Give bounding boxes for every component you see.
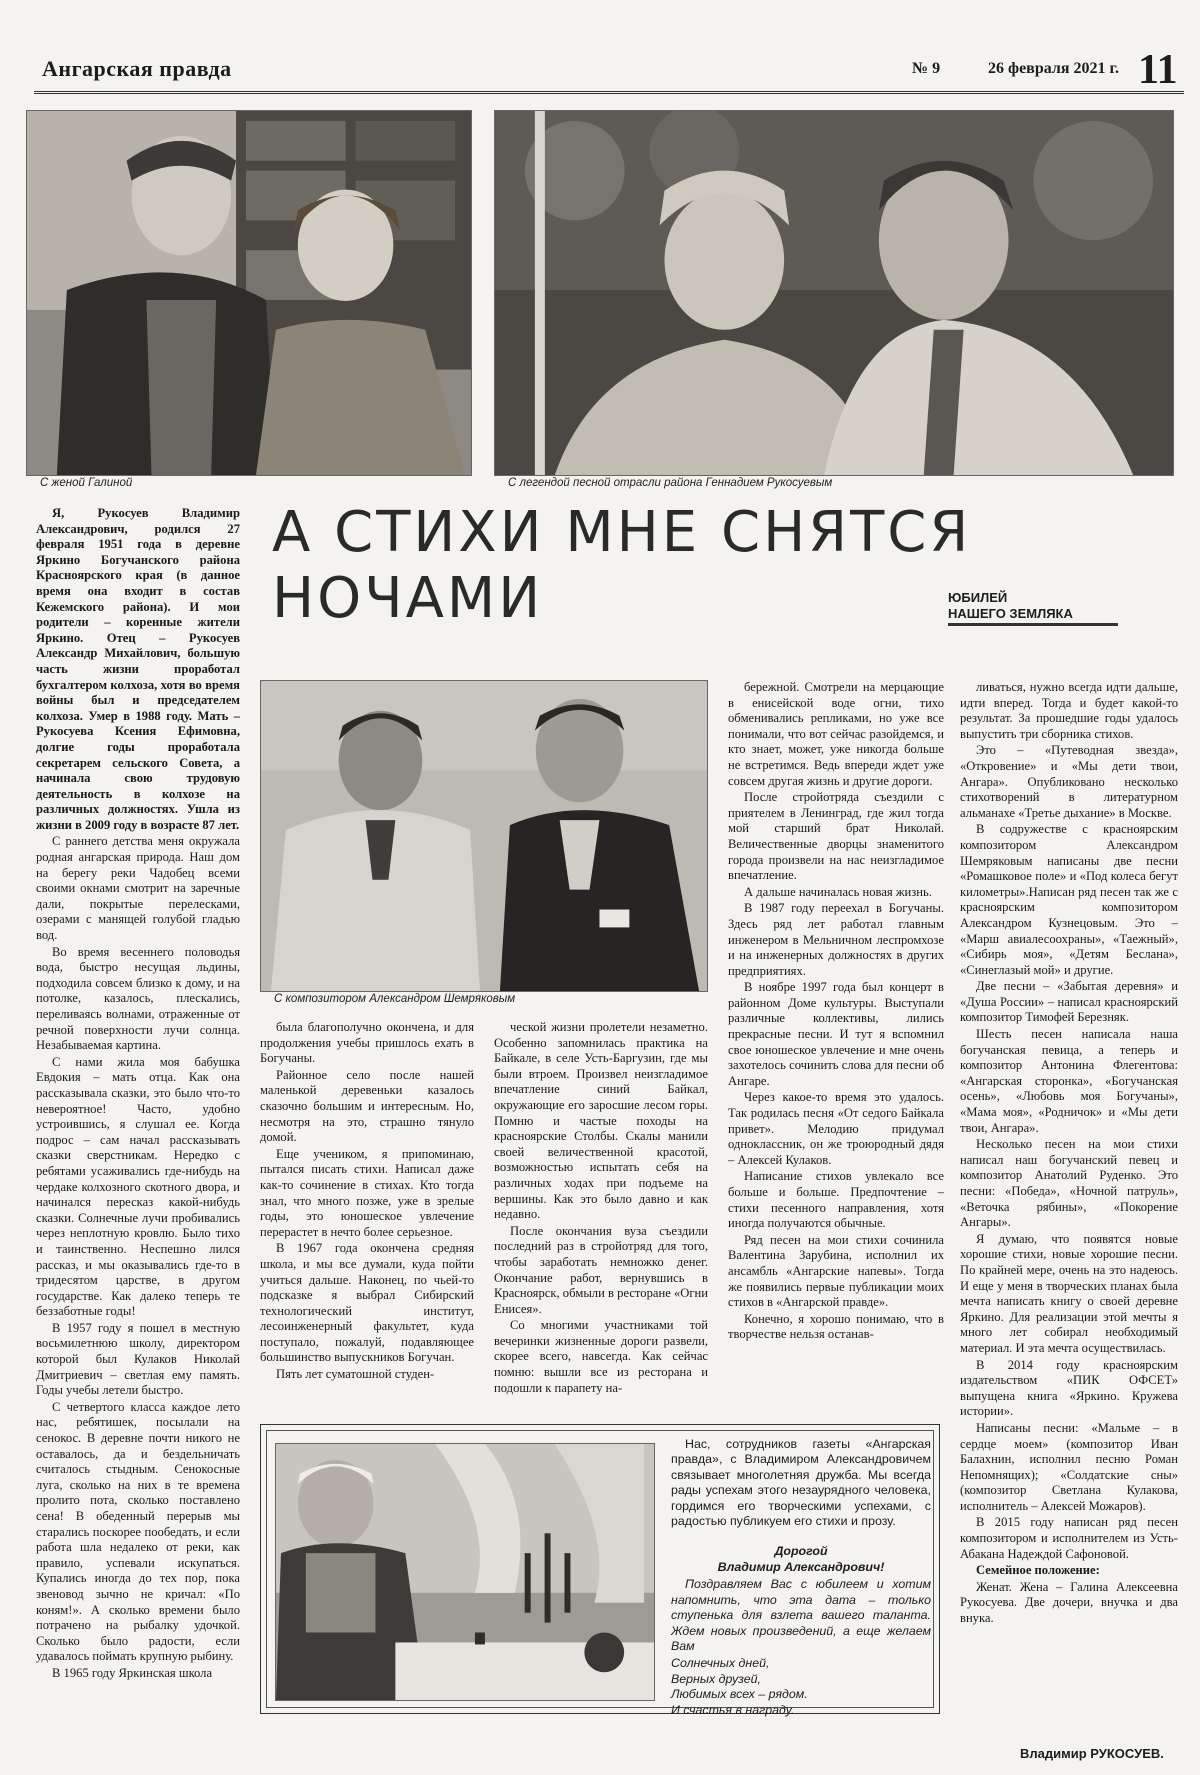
greeting-poem	[671, 1656, 931, 1718]
paragraph: Несколько песен на мои стихи написал наш богучанский певец и композитор Анатолий Руденко. Это песни: «Победа», «Ночной патруль», «Веточка рябины», «Покорение Ангары».	[960, 1137, 1178, 1230]
paragraph: ливаться, нужно всегда идти дальше, идти вперед. Тогда и будет какой-то результат. За прошедшие годы удалось выпустить три сборника стихов.	[960, 680, 1178, 741]
paragraph: В 2015 году написан ряд песен композитором и исполнителем из Усть-Абакана Надеждой Сафоновой.	[960, 1515, 1178, 1561]
greeting-title	[671, 1543, 931, 1575]
family-text: Женат. Жена – Галина Алексеевна Рукосуева. Две дочери, внучка и два внука.	[960, 1579, 1178, 1626]
photo-with-gennady-image	[495, 111, 1173, 475]
paragraph: С раннего детства меня окружала родная ангарская природа. Наш дом на берегу реки Чадобец всеми своими окнами смотрит на заречные дали, покрытые перелесками, озерами с манящей голубой гладью вод.	[36, 834, 240, 943]
paragraph: Ряд песен на мои стихи сочинила Валентина Зарубина, исполнил их ансамбль «Ангарские напевы». Тогда же появились первые публикации моих стихов в «Ангарской правде».	[728, 1232, 944, 1310]
paragraph: Конечно, я хорошо понимаю, что в творчестве нельзя останав-	[728, 1311, 944, 1342]
article-column-4	[728, 680, 944, 1420]
paragraph: В 1987 году переехал в Богучаны. Здесь ряд лет работал главным инженером в Мельничном леспромхозе и на инженерных должностях в других предприятиях.	[728, 901, 944, 978]
paragraph: После стройотряда съездили с приятелем в Ленинград, где жил тогда мой старший брат Николай. Величественные дворцы знаменитого города произвели на нас неизгладимое впечатление.	[728, 790, 944, 883]
paragraph: Районное село после нашей маленькой деревеньки казалось сказочно большим и интересным. Но, несмотря на это, страшно тянуло домой.	[260, 1067, 474, 1145]
issue-date: 26 февраля 2021 г.	[988, 60, 1119, 77]
paragraph: ческой жизни пролетели незаметно. Особенно запомнилась практика на Байкале, в селе Усть-Баргузин, где мы были втроем. Произвел неизгладимое впечатление синий Байкал, окружающие его заросшие лесом горы. Помню и частые походы на красноярские Столбы. Скалы манили своей величественной красотой, возможностью испытать себя на различных ходах при подъеме на вершины. Как это было давно и как недавно.	[494, 1020, 708, 1222]
article-column-5	[960, 680, 1178, 1742]
paragraph: Пять лет суматошной студен-	[276, 1367, 435, 1382]
author-signature: Владимир РУКОСУЕВ.	[1020, 1746, 1164, 1761]
photo-author-at-desk-image	[276, 1444, 654, 1700]
poem-line: Любимых всех – рядом.	[671, 1687, 808, 1702]
paragraph: В 1957 году я пошел в местную восьмилетнюю школу, директором которой был Кулаков Николай Дмитриевич – светлая ему память. Годы учебы летели быстро.	[36, 1320, 240, 1398]
paper-name: Ангарская правда	[42, 56, 232, 81]
paragraph: Со многими участниками той вечеринки жизненные дороги развели, скорее всего, навсегда. Как сейчас помню: вышли все из ресторана и подошли к парапету на-	[494, 1318, 708, 1395]
article-column-1	[36, 506, 240, 1742]
paragraph: Во время весеннего половодья вода, быстро несущая льдины, подходила совсем близко к дому, и на потолке, казалось, плескались, переливаясь волнами, отраженные от речной поверхности лучи солнца. Незабываемая картина.	[36, 944, 240, 1053]
photo-with-wife-caption: С женой Галиной	[36, 476, 136, 490]
photo-with-wife-image	[27, 111, 471, 475]
family-label: Семейное положение:	[976, 1563, 1100, 1578]
photo-with-composer-caption: С композитором Александром Шемряковым	[270, 992, 519, 1006]
paragraph: Я, Рукосуев Владимир Александрович, родился 27 февраля 1951 года в деревне Яркино Богучанского района Красноярского края (в данное время она входит в состав Кежемского района). И мои родители – коренные жители Яркино. Отец – Рукосуев Александр Михайлович, большую часть жизни проработал бухгалтером колхоза, хотя во время войны был и председателем колхоза. Умер в 1988 году. Мать – Рукосуева Ксения Ефимовна, долгие годы проработала секретарем сельского Совета, а начинала свою трудовую деятельность в колхозе на различных должностях. Ушла из жизни в 2009 году в возрасте 87 лет.	[36, 506, 240, 832]
paragraph: Это – «Путеводная звезда», «Откровение» и «Мы дети твои, Ангара». Опубликовано несколько стихотворений в литературном альманахе «Третье дыхание» в Москве.	[960, 743, 1178, 820]
paragraph: В 1965 году Яркинская школа	[52, 1665, 213, 1680]
greeting-title-line-1: Дорогой	[774, 1544, 828, 1559]
photo-author-at-desk	[275, 1443, 655, 1701]
greeting-text	[671, 1437, 931, 1718]
greeting-intro: Нас, сотрудников газеты «Ангарская правда», с Владимиром Александровичем связывает многолетняя дружба. Мы всегда рады успехам этого незаурядного человека, гордимся его творческими успехами, с радостью публикуем его стихи и прозу.	[671, 1437, 931, 1529]
photo-with-gennady-caption: С легендой песной отрасли района Геннадием Рукосуевым	[504, 476, 836, 490]
rubric	[948, 590, 1118, 626]
paragraph: В содружестве с красноярским композитором Александром Шемряковым написаны две песни «Ромашковое поле» и «Под колеса бегут километры».Написан ряд песен так же с красноярским композитором Александром Кузнецовым. Это – «Марш авиалесоохраны», «Таежный», «Сибирь моя», «Детям Беслана», «Синеглазый мой» и другие.	[960, 822, 1178, 977]
article-column-3	[494, 1020, 708, 1420]
masthead	[34, 47, 1184, 94]
photo-with-composer	[260, 680, 708, 992]
paragraph: Написаны песни: «Мальме – в сердце моем» (композитор Иван Балахнин, исполнил песню Роман Непомнящих); «Солдатские сны» (композитор Светлана Кулакова, исполнитель – Алексей Можаров).	[960, 1420, 1178, 1513]
issue-number: № 9	[912, 60, 941, 77]
paragraph: Еще учеником, я припоминаю, пытался писать стихи. Написал даже как-то сочинение в стихах. Кто тогда знал, что много позже, уже в зрелые годы, это юношеское увлечение перерастет в нечто более серьезное.	[260, 1146, 474, 1239]
greeting-body: Поздравляем Вас с юбилеем и хотим напомнить, что эта дата – только ступенька для взлета вашего таланта. Ждем новых произведений, а еще желаем Вам	[671, 1577, 931, 1654]
article-column-2	[260, 1020, 474, 1420]
paragraph: бережной. Смотрели на мерцающие в енисейской воде огни, тихо обменивались репликами, но уже все понимали, что вот сейчас разойдемся, и кто знает, может, уже никогда больше не встретимся. Ведь впереди ждет уже совсем другая жизнь и другие дороги.	[728, 680, 944, 788]
poem-line: И счастья в награду.	[671, 1702, 795, 1717]
paragraph: С четвертого класса каждое лето нас, ребятишек, посылали на сенокос. В деревне почти никого не оставалось, да и бездельничать считалось стыдным. Сенокосные луга, сколько на них в те времена пролито пота, сколько поставлено сена! В обеденный перерыв мы старались поскорее пообедать, и если работа шла недалеко от реки, как правило, успевали искупаться. Купались иногда до тех пор, пока звеновод зычно не кричал: «По коням!». А сколько времени было потрачено на рыбалку удочкой. Сколько было радости, если удавалось поймать крупную рыбину.	[36, 1399, 240, 1664]
photo-with-gennady	[494, 110, 1174, 476]
paragraph: была благополучно окончена, и для продолжения учебы пришлось ехать в Богучаны.	[260, 1020, 474, 1066]
article-headline: А СТИХИ МНЕ СНЯТСЯ НОЧАМИ	[272, 500, 972, 631]
paragraph: Через какое-то время это удалось. Так родилась песня «От седого Байкала привет». Мелодию придумал одноклассник, он же троюродный дядя – Алексей Кулаков.	[728, 1090, 944, 1167]
poem-line: Верных друзей,	[671, 1671, 761, 1686]
greeting-title-line-2: Владимир Александрович!	[717, 1560, 885, 1575]
rubric-line-2: НАШЕГО ЗЕМЛЯКА	[948, 606, 1073, 621]
paragraph: Я думаю, что появятся новые хорошие стихи, новые хорошие песни. По крайней мере, очень на это надеюсь. И еще у меня в творческих планах была мечта написать книгу о своей деревне Яркино. Для реализации этой мечты я много лет собирал необходимый материал. И эта мечта осуществилась.	[960, 1231, 1178, 1355]
page-number: 11	[1138, 47, 1178, 93]
greeting-box	[260, 1424, 940, 1717]
rubric-line-1: ЮБИЛЕЙ	[948, 590, 1008, 605]
photo-with-composer-image	[261, 681, 707, 991]
paragraph: В 2014 году красноярским издательством «ПИК ОФСЕТ» выпущена книга «Яркино. Кружева истории».	[960, 1357, 1178, 1419]
poem-line: Солнечных дней,	[671, 1656, 770, 1671]
paragraph: Две песни – «Забытая деревня» и «Душа России» – написал красноярский композитор Тимофей Березняк.	[960, 979, 1178, 1025]
paragraph: В ноябре 1997 года был концерт в районном Доме культуры. Выступали различные коллективы, лились прекрасные песни. И тут я вспомнил свое юношеское увлечение и мне очень захотелось сочинить слова для песни об Ангаре.	[728, 980, 944, 1088]
paragraph: Написание стихов увлекало все больше и больше. Предпочтение – стихи песенного направления, хотя иногда получаются обычные.	[728, 1169, 944, 1231]
paragraph: Шесть песен написала наша богучанская певица, а теперь и композитор Антонина Флегентова: «Ангарская сторонка», «Богучанская осень», «Любовь моя Богучаны», «Мама моя», «Родничок» и «Мы дети твои, Ангара».	[960, 1027, 1178, 1135]
paragraph: С нами жила моя бабушка Евдокия – мать отца. Как она рассказывала сказки, это было что-то невероятное! Часто, удобно устроившись, я слушал ее. Когда подрос – сам начал рассказывать сказки сверстникам. Нередко с ребятами усаживались где-нибудь на чердаке колхозного скотного двора, и начинался пересказ какой-нибудь сказки. Солнечные лучи пробивались через неплотную кровлю. Было тихо и таинственно. Неспешно лился рассказ, и мы оказывались где-то в тридесятом царстве, в другом государстве. Как далеко теперь те беззаботные годы!	[36, 1054, 240, 1319]
paragraph: В 1967 года окончена средняя школа, и мы все думали, куда пойти учиться дальше. Наконец, по чьей-то подсказке я выбрал Сибирский технологический институт, лесоинженерный факультет, куда поступало, пожалуй, подавляющее большинство выпускников Богучан.	[260, 1241, 474, 1365]
photo-with-wife	[26, 110, 472, 476]
paragraph: А дальше начиналась новая жизнь.	[744, 884, 932, 899]
paragraph: После окончания вуза съездили последний раз в стройотряд для того, чтобы заработать немножко денег. Окончание работ, вернувшись в Красноярск, обмыли в ресторане «Огни Енисея».	[494, 1223, 708, 1316]
